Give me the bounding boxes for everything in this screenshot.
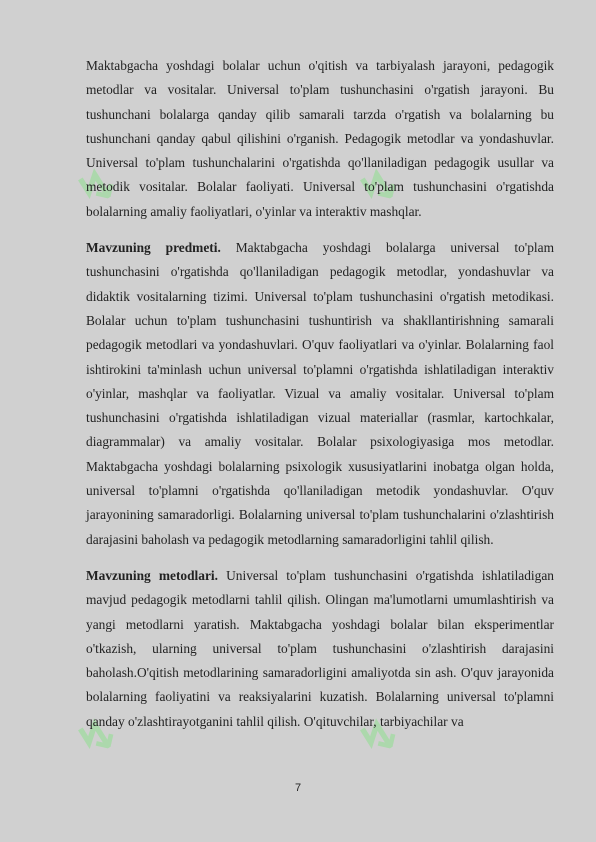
watermark-icon: ↯	[346, 704, 412, 770]
paragraph-text: Universal to'plam tushunchasini o'rgatishda ishlatiladigan mavjud pedagogik metodlarni tahlil qilish. Olingan ma'lumotlarni umumlashtirish va yangi metodlarni yaratish. Maktabgacha yoshdagi bolalar bilan eksperimentlar o'tkazish, ularning universal to'plam tushunchasini o'zlashtirish darajasini baholash.O'qitish metodlarining samaradorligini amaliyotda sin ash. O'quv jarayonida bolalarning faoliyatini va reaksiyalarini kuzatish. Bolalarning universal to'plamni qanday o'zlashtirayotganini tahlil qilish. O'qituvchilar, tarbiyachilar va	[86, 567, 554, 729]
paragraph-subject	[86, 236, 554, 552]
paragraph-heading: Mavzuning predmeti.	[86, 240, 221, 256]
watermark-icon: ↯	[346, 154, 412, 220]
paragraph-text: Maktabgacha yoshdagi bolalarga universal to'plam tushunchasini o'rgatishda qo'llaniladigan pedagogik metodlar, yondashuvlar va didaktik vositalarning tizimi. Universal to'plam tushunchasini o'rgatish metodikasi. Bolalar uchun to'plam tushunchasini tushuntirish va shakllantirishning samarali pedagogik metodlari va yondashuvlari. O'quv faoliyatlari va o'yinlar. Bolalarning faol ishtirokini ta'minlash uchun universal to'plamni o'rgatishda ishlatiladigan interaktiv o'yinlar, mashqlar va faoliyatlar. Vizual va amaliy vositalar. Universal to'plam tushunchasini o'rgatishda ishlatiladigan vizual materiallar (rasmlar, kartochkalar, diagrammalar) va amaliy vositalar. Bolalar psixologiyasiga mos metodlar. Maktabgacha yoshdagi bolalarning psixologik xususiyatlarini inobatga olgan holda, universal to'plamni o'rgatishda qo'llaniladigan metodik yondashuvlar. O'quv jarayonining samaradorligi. Bolalarning universal to'plam tushunchalarini o'zlashtirish darajasini baholash va pedagogik metodlarning samaradorligini tahlil qilish.	[86, 240, 554, 547]
paragraph-intro	[86, 54, 554, 224]
paragraph-methods	[86, 564, 554, 734]
page-number: 7	[294, 782, 302, 794]
page-body	[86, 54, 554, 746]
paragraph-heading: Mavzuning metodlari.	[86, 567, 218, 583]
watermark-icon: ↯	[64, 704, 130, 770]
paragraph-text: Maktabgacha yoshdagi bolalar uchun o'qitish va tarbiyalash jarayoni, pedagogik metodlar va vositalar. Universal to'plam tushunchasini o'rgatish jarayoni. Bu tushunchani bolalarga qanday qilib samarali tarzda o'rgatish va bolalarning bu tushunchani qanday qabul qilishini o'rganish. Pedagogik metodlar va yondashuvlar. Universal to'plam tushunchalarini o'rgatishda qo'llaniladigan pedagogik usullar va metodik vositalar. Bolalar faoliyati. Universal to'plam tushunchasini o'rgatishda bolalarning amaliy faoliyatlari, o'yinlar va interaktiv mashqlar.	[86, 58, 554, 219]
watermark-icon: ↯	[64, 154, 130, 220]
